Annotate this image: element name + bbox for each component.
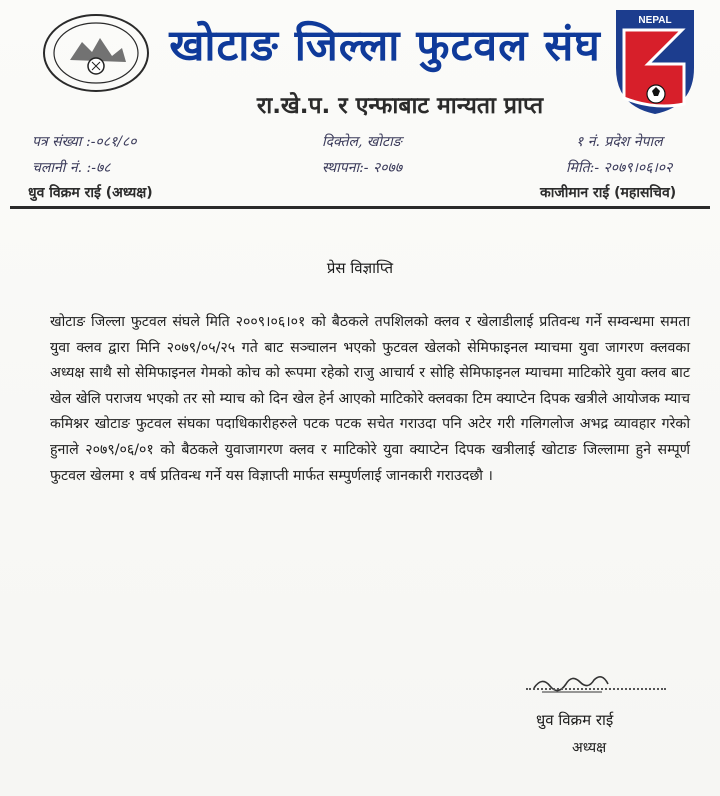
president-header: धुव विक्रम राई (अध्यक्ष) <box>28 185 153 201</box>
letter-date: मिति:- २०७९।०६।०२ <box>566 160 673 176</box>
header-divider <box>10 206 710 209</box>
signature-line <box>526 688 666 690</box>
notice-heading: प्रेस विज्ञाप्ति <box>326 259 394 277</box>
notice-body: खोटाङ जिल्ला फुटवल संघले मिति २००९।०६।०१ को बैठकले तपशिलको क्लव र खेलाडीलाई प्रतिवन्ध गर्ने सम्वन्धमा समता युवा क्लव द्वारा मिनि २०७९/०५/२५ गते बाट सञ्चालन भएको फुटवल खेलको सेमिफाइनल म्याचमा युवा जागरण क्लवका अध्यक्ष साथै सो सेमिफाइनल गेमको कोच को रूपमा रहेको राजु आचार्य र सोहि सेमिफाइनल म्याचमा माटिकोरे युवा क्लव बाट खेल खेलि पराजय भएको तर सो म्याच को दिन खेल हेर्न आएको माटिकोरे क्लवका टिम क्याप्टेन दिपक खत्रीले आयोजक म्याच कमिश्नर खोटाङ फुटवल संघका पदाधिकारीहरुले पटक पटक सचेत गराउदा पनि अटेर गरी गलिगलोज अभद्र व्यावहार गरेको हुनाले २०७९/०६/०१ को बैठकले युवाजागरण क्लव र माटिकोरे युवा क्याप्टेन दिपक खत्रीलाई खोटाङ जिल्लामा हुने सम्पूर्ण फुटवल खेलमा १ वर्ष प्रतिवन्ध गर्ने यस विज्ञाप्ती मार्फत सम्पुर्णलाई जानकारी गराउदछौ । <box>50 314 690 484</box>
signatory-name: धुव विक्रम राई <box>536 711 614 729</box>
established-year: स्थापना:- २०७७ <box>322 160 403 176</box>
association-title: खोटाङ जिल्ला फुटवल संघ <box>169 21 601 71</box>
signatory-role: अध्यक्ष <box>572 740 607 756</box>
recognition-subtitle: रा.खे.प. र एन्फाबाट मान्यता प्राप्त <box>256 93 544 119</box>
office-location: दिक्तेल, खोटाङ <box>322 134 402 150</box>
secretary-header: काजीमान राई (महासचिव) <box>540 185 677 201</box>
letter-number: पत्र संख्या :-०८१/८० <box>32 134 137 150</box>
handwritten-signature <box>532 668 612 700</box>
flag-label: NEPAL <box>638 15 672 26</box>
association-seal-logo <box>40 12 152 94</box>
nepal-flag-logo <box>614 8 696 116</box>
dispatch-number: चलानी नं. :-७८ <box>32 160 111 176</box>
province-info: १ नं. प्रदेश नेपाल <box>576 134 663 150</box>
